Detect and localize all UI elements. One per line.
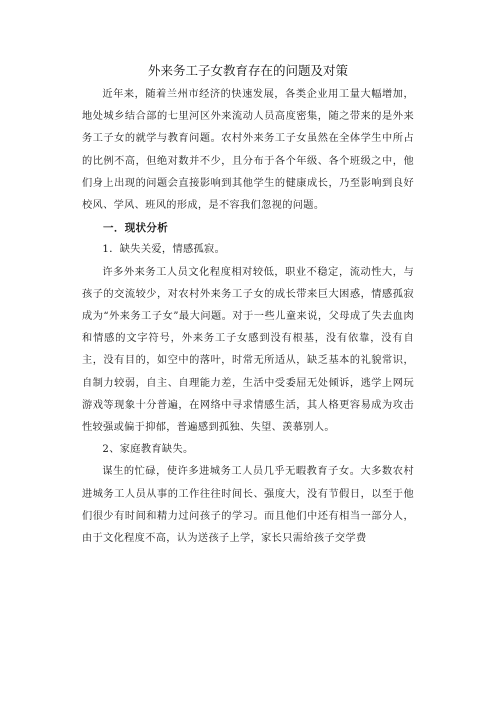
- section-heading-current-situation: 一．现状分析: [103, 222, 169, 235]
- intro-paragraph: 近年来，随着兰州市经济的快速发展，各类企业用工量大幅增加，地处城乡结合部的七里河区外来流动人员高度密集，随之带来的是外来务工子女的就学与教育问题。农村外来务工子女虽然在全体学生中所占的比例不高，但绝对数并不少，且分布于各个年级、各个班级之中，他们身上出现的问题会直接影响到其他学生的健康成长，乃至影响到良好校风、学风、班风的形成，是不容我们忽视的问题。: [82, 89, 414, 212]
- item2-heading: 2、家庭教育缺失。: [102, 444, 194, 456]
- item1-paragraph: 许多外来务工人员文化程度相对较低，职业不稳定，流动性大，与孩子的交流较少，对农村外来务工子女的成长带来巨大困惑，情感孤寂成为“外来务工子女”最大问题。对于一些儿童来说，父母成了失去血肉和情感的文字符号，外来务工子女感到没有根基，没有依靠，没有自主，没有目的，如空中的落叶，时常无所适从，缺乏基本的礼貌常识，自制力较弱，自主、自理能力差，生活中受委屈无处倾诉，逃学上网玩游戏等现象十分普遍，在网络中寻求情感生活，其人格更容易成为攻击性较强或偏于抑郁，普遍感到孤独、失望、羡慕别人。: [82, 266, 414, 434]
- item2-paragraph: 谋生的忙碌，使许多进城务工人员几乎无暇教育子女。大多数农村进城务工人员从事的工作往往时间长、强度大，没有节假日，以至于他们很少有时间和精力过问孩子的学习。而且他们中还有相当一部分人，由于文化程度不高，认为送孩子上学，家长只需给孩子交学费: [82, 466, 414, 545]
- document-title: 外来务工子女教育存在的问题及对策: [147, 63, 348, 78]
- item1-heading: 1．缺失关爱，情感孤寂。: [102, 244, 226, 256]
- document-body: [82, 62, 414, 550]
